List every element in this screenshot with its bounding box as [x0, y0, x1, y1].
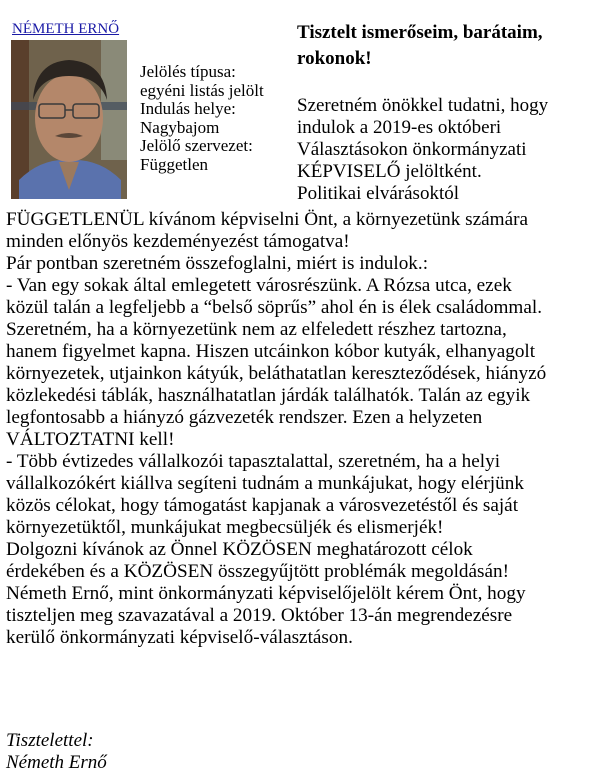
body-line: legfontosabb a hiányzó gázvezeték rendszer. Ezen a helyzeten — [6, 407, 483, 428]
nomination-type-label: Jelölés típusa: — [140, 62, 236, 81]
closing-salutation: Tisztelettel: — [6, 730, 94, 751]
body-line: közlekedési táblák, használhatatlan járdák találhatók. Talán az egyik — [6, 385, 531, 406]
body-line: környezetek, utjainkon kátyúk, beláthatatlan kereszteződések, hiányzó — [6, 363, 547, 384]
organization-value: Független — [140, 154, 208, 174]
letter-intro — [297, 95, 607, 205]
body-line: VÁLTOZTATNI kell! — [6, 429, 175, 450]
candidate-photo — [11, 40, 127, 199]
body-line: hanem figyelmet kapna. Hiszen utcáinkon kóbor kutyák, elhanyagolt — [6, 341, 536, 362]
candidate-name-link[interactable]: NÉMETH ERNŐ — [12, 21, 120, 37]
body-line: tiszteljen meg szavazatával a 2019. Október 13-án megrendezésre — [6, 605, 513, 626]
letter-closing — [6, 730, 107, 774]
body-line: minden előnyös kezdeményezést támogatva! — [6, 231, 350, 252]
portrait-image — [11, 40, 127, 199]
body-line: Szeretném, ha a környezetünk nem az elfeledett részhez tartozna, — [6, 319, 507, 340]
candidate-info — [140, 63, 264, 175]
body-line: Pár pontban szeretném összefoglalni, miért is indulok.: — [6, 253, 429, 274]
body-line: Dolgozni kívánok az Önnel KÖZÖSEN meghatározott célok — [6, 539, 473, 560]
signature: Németh Ernő — [6, 752, 107, 773]
intro-line: KÉPVISELŐ jelöltként. — [297, 161, 482, 182]
body-line: FÜGGETLENÜL kívánom képviselni Önt, a környezetünk számára — [6, 209, 529, 230]
organization-label: Jelölő szervezet: — [140, 136, 253, 156]
letter-body — [6, 209, 606, 649]
body-line: környezetüktől, munkájukat megbecsüljék és elismerjék! — [6, 517, 444, 538]
body-line: Németh Ernő, mint önkormányzati képviselőjelölt kérem Önt, hogy — [6, 583, 526, 604]
intro-line: Választásokon önkormányzati — [297, 139, 527, 160]
body-line: vállalkozókért kiállva segíteni tudnám a munkájukat, hogy elérjünk — [6, 473, 524, 494]
letter-greeting: Tisztelt ismerőseim, barátaim, rokonok! — [297, 22, 543, 69]
body-line: - Van egy sokak által emlegetett városrészünk. A Rózsa utca, ezek — [6, 275, 512, 296]
body-line: közül talán a legfeljebb a “belső söprűs” ahol én is élek családommal. — [6, 297, 542, 318]
body-line: kerülő önkormányzati képviselő-választáson. — [6, 627, 353, 648]
body-line: érdekében és a KÖZÖSEN összegyűjtött problémák megoldásán! — [6, 561, 509, 582]
body-line: - Több évtizedes vállalkozói tapasztalattal, szeretném, ha a helyi — [6, 451, 501, 472]
body-line: közös célokat, hogy támogatást kapjanak a városvezetéstől és saját — [6, 495, 519, 516]
location-label: Indulás helye: — [140, 99, 236, 119]
location-value: Nagybajom — [140, 117, 220, 137]
intro-line: Szeretném önökkel tudatni, hogy — [297, 95, 549, 116]
intro-line: indulok a 2019-es októberi — [297, 117, 502, 138]
nomination-type-value: egyéni listás jelölt — [140, 80, 264, 100]
intro-line: Politikai elvárásoktól — [297, 183, 460, 204]
